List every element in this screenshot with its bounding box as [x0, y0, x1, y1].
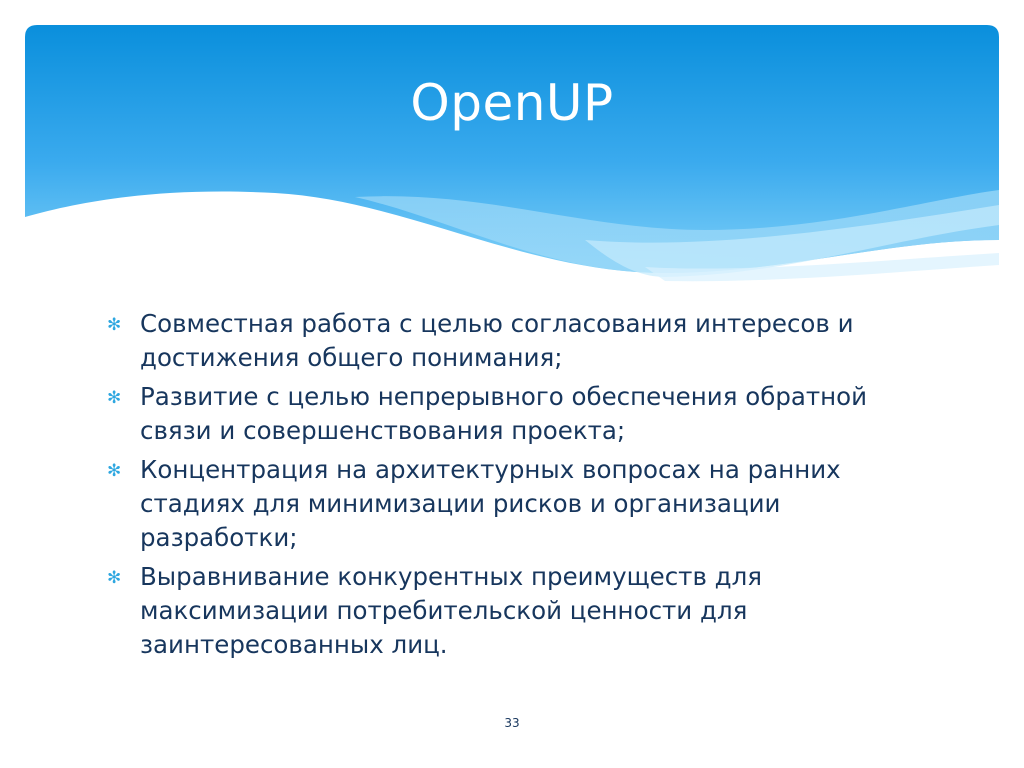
- page-number: 33: [504, 716, 520, 730]
- list-item: [105, 560, 925, 662]
- header-banner: [25, 25, 999, 295]
- list-item-text: Совместная работа с целью согласования интересов и достижения общего понимания;: [140, 309, 854, 372]
- bullet-list: [105, 307, 925, 662]
- slide-title: OpenUP: [410, 74, 614, 132]
- asterisk-bullet-icon: ✻: [107, 568, 122, 588]
- content-area: [105, 307, 925, 667]
- asterisk-bullet-icon: ✻: [107, 315, 122, 335]
- wave-background: [25, 25, 999, 295]
- list-item-text: Выравнивание конкурентных преимуществ для максимизации потребительской ценности для заинтересованных лиц.: [140, 562, 763, 659]
- asterisk-bullet-icon: ✻: [107, 388, 122, 408]
- list-item-text: Концентрация на архитектурных вопросах на ранних стадиях для минимизации рисков и организации разработки;: [140, 455, 841, 552]
- list-item: [105, 380, 925, 448]
- list-item-text: Развитие с целью непрерывного обеспечения обратной связи и совершенствования проекта;: [140, 382, 868, 445]
- list-item: [105, 453, 925, 555]
- list-item: [105, 307, 925, 375]
- asterisk-bullet-icon: ✻: [107, 461, 122, 481]
